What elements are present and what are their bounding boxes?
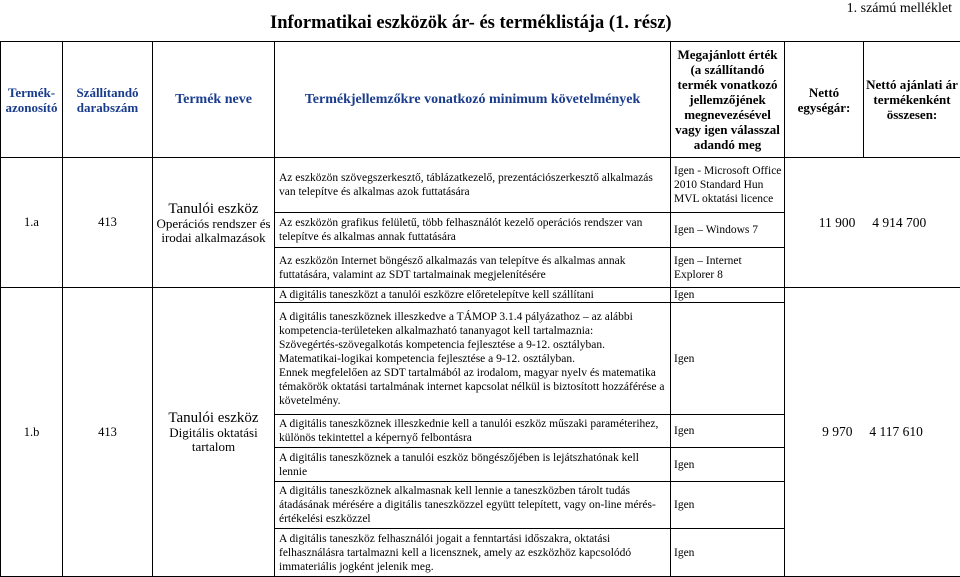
quantity-cell: 413 [63, 288, 153, 577]
answer-cell: Igen [671, 448, 785, 482]
table-row [1, 158, 960, 213]
answer-cell: Igen [671, 482, 785, 529]
answer-cell: Igen [671, 415, 785, 448]
product-name-cell [153, 288, 275, 577]
requirement-cell: A digitális taneszköznek alkalmasnak kell lennie a taneszközben tárolt tudás átadásának mérésére a digitális taneszközzel együtt telepített, vagy on-line mérés-értékelési eszközzel [275, 482, 671, 529]
requirement-cell: A digitális taneszköz felhasználói jogait a fenntartási időszakra, oktatási felhasználásra tartalmazni kell a licensznek, amely az eszközhöz kapcsolódó immateriális jogként jelenik meg. [275, 529, 671, 577]
requirement-cell: A digitális taneszköznek a tanulói eszköz böngészőjében is lejátszhatónak kell lennie [275, 448, 671, 482]
requirement-cell [275, 303, 671, 415]
header-requirements: Termékjellemzőkre vonatkozó minimum követelmények [275, 42, 671, 158]
answer-cell: Igen [671, 303, 785, 415]
answer-cell: Igen – Internet Explorer 8 [671, 248, 785, 288]
header-product-id: Termék-azonosító [1, 42, 63, 158]
header-unit-price: Nettó egységár: [785, 42, 864, 158]
product-name-main: Tanulói eszköz [153, 201, 274, 217]
header-total-price: Nettó ajánlati ár termékenként összesen: [864, 42, 960, 158]
requirement-cell: A digitális taneszköznek illeszkednie kell a tanulói eszköz műszaki paraméterihez, különös tekintettel a képernyő felbontásra [275, 415, 671, 448]
document-title: Informatikai eszközök ár- és terméklistája (1. rész) [270, 13, 672, 34]
total-price: 4 914 700 [872, 215, 926, 230]
answer-cell: Igen - Microsoft Office 2010 Standard Hun MVL oktatási licence [671, 158, 785, 213]
unit-price: 9 970 [822, 424, 852, 439]
product-id-cell: 1.b [1, 288, 63, 577]
header-row [1, 42, 960, 158]
requirement-cell: A digitális taneszközt a tanulói eszközre előretelepítve kell szállítani [275, 288, 671, 303]
annex-label: 1. számú melléklet [847, 1, 952, 17]
requirement-line: Szövegértés-szövegalkotás kompetencia fejlesztése a 9-12. osztályban. [279, 338, 666, 352]
requirement-line: Matematikai-logikai kompetencia fejlesztése a 9-12. osztályban. [279, 352, 666, 366]
document-header [0, 1, 960, 41]
product-name-sub: Operációs rendszer és irodai alkalmazások [153, 217, 274, 245]
product-id-cell: 1.a [1, 158, 63, 288]
answer-cell: Igen – Windows 7 [671, 213, 785, 248]
total-price: 4 117 610 [869, 424, 923, 439]
requirement-cell: Az eszközön Internet böngésző alkalmazás van telepítve és alkalmas annak futtatására, valamint az SDT tartalmainak megjelenítésére [275, 248, 671, 288]
requirement-line: A digitális taneszköznek illeszkedve a TÁMOP 3.1.4 pályázathoz – az alábbi kompetencia-területeken alkalmazható tananyagot kell tartalmaznia: [279, 310, 666, 338]
product-name-sub: Digitális oktatási tartalom [153, 426, 274, 454]
product-name-main: Tanulói eszköz [153, 410, 274, 426]
price-cell [785, 288, 960, 577]
header-quantity: Szállítandó darabszám [63, 42, 153, 158]
header-offered-value: Megajánlott érték (a szállítandó termék vonatkozó jellemzőjének megnevezésével vagy igen válasszal adandó meg [671, 42, 785, 158]
answer-cell: Igen [671, 288, 785, 303]
answer-cell: Igen [671, 529, 785, 577]
price-cell [785, 158, 960, 288]
quantity-cell: 413 [63, 158, 153, 288]
requirement-cell: Az eszközön grafikus felületű, több felhasználót kezelő operációs rendszer van telepítve és alkalmas annak futtatására [275, 213, 671, 248]
header-product-name: Termék neve [153, 42, 275, 158]
unit-price: 11 900 [819, 215, 856, 230]
requirement-cell: Az eszközön szövegszerkesztő, táblázatkezelő, prezentációszerkesztő alkalmazás van telepítve és alkalmas azok futtatására [275, 158, 671, 213]
table-row [1, 288, 960, 303]
requirement-line: Ennek megfelelően az SDT tartalmából az irodalom, magyar nyelv és matematika témakörök oktatási tartalmának internet kapcsolat nélkül is biztosított hozzáférése a követelmény. [279, 366, 666, 408]
product-name-cell [153, 158, 275, 288]
price-list-table [0, 41, 960, 577]
